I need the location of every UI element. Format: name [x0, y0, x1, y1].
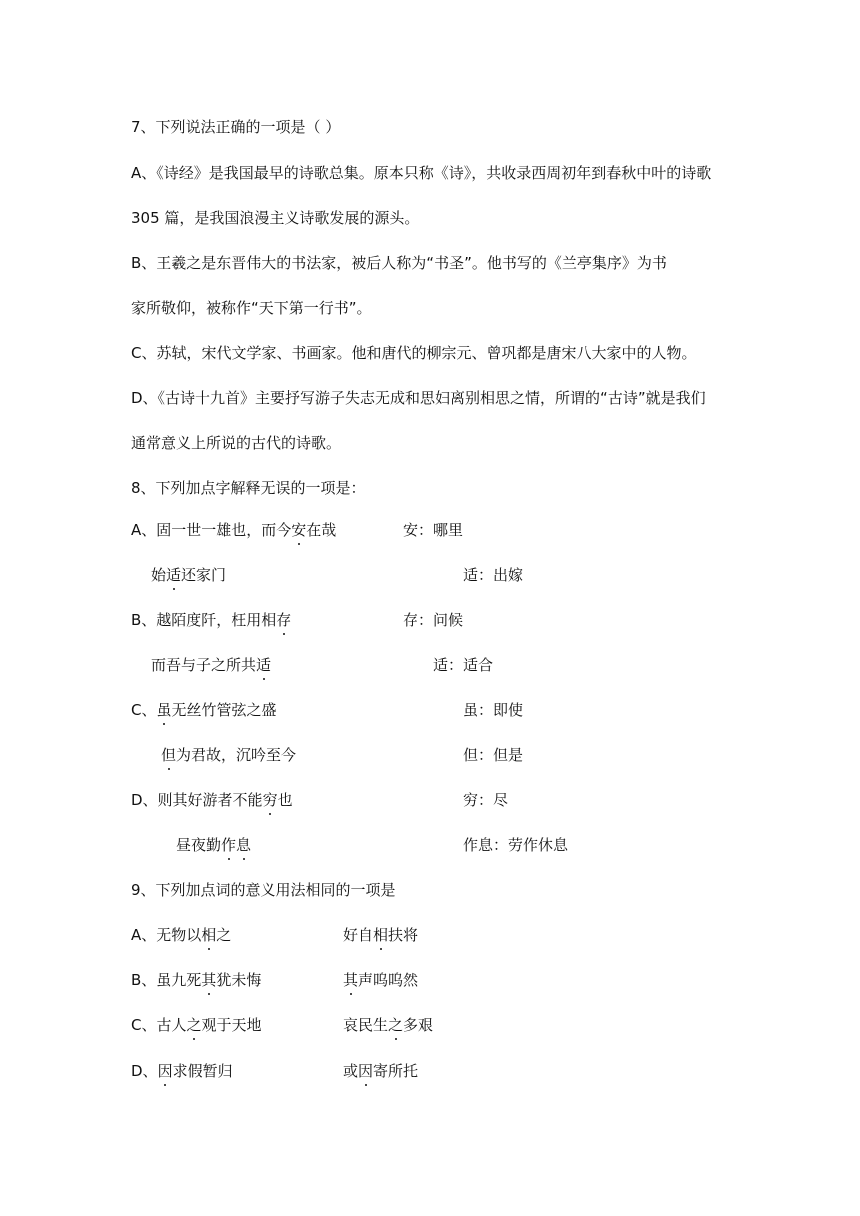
q7-option-a-line2: 305 篇，是我国浪漫主义诗歌发展的源头。 [131, 209, 420, 227]
q9-option-c-left: C、古人之观于天地 [131, 1016, 262, 1034]
dotted-char: 安 [291, 521, 307, 539]
q8-option-a-sentence2: 始适还家门 [151, 566, 227, 584]
dotted-char: 适 [256, 656, 272, 674]
q8-option-a-explanation2: 适：出嫁 [463, 566, 524, 584]
q9-option-b-right: 其声呜呜然 [343, 971, 419, 989]
q8-option-c-explanation1: 虽：即使 [463, 701, 524, 719]
q8-option-d-sentence1: D、则其好游者不能穷也 [131, 791, 293, 809]
q9-option-d-right: 或因寄所托 [343, 1062, 419, 1080]
q9-stem: 9、下列加点词的意义用法相同的一项是 [131, 881, 396, 899]
q7-option-d-line2: 通常意义上所说的古代的诗歌。 [131, 434, 342, 452]
dotted-char: 其 [201, 971, 217, 989]
q8-stem: 8、下列加点字解释无误的一项是： [131, 479, 366, 497]
dotted-char: 虽 [156, 701, 172, 719]
q9-option-c-right: 哀民生之多艰 [343, 1016, 434, 1034]
q8-option-c-explanation2: 但：但是 [463, 746, 524, 764]
q8-option-a-explanation1: 安：哪里 [403, 521, 464, 539]
q7-option-b-line2: 家所敬仰，被称作“天下第一行书”。 [131, 299, 372, 317]
dotted-char: 因 [157, 1062, 173, 1080]
dotted-char: 但 [161, 746, 177, 764]
q8-option-b-sentence2: 而吾与子之所共适 [151, 656, 272, 674]
q8-option-a-sentence1: A、固一世一雄也，而今安在哉 [131, 521, 337, 539]
q8-option-b-explanation2: 适：适合 [433, 656, 494, 674]
q9-option-b-left: B、虽九死其犹未悔 [131, 971, 262, 989]
dotted-char: 穷 [262, 791, 278, 809]
dotted-char: 存 [276, 611, 292, 629]
q8-option-c-sentence1: C、虽无丝竹管弦之盛 [131, 701, 277, 719]
q8-option-d-explanation1: 穷：尽 [463, 791, 509, 809]
q8-option-b-sentence1: B、越陌度阡，枉用相存 [131, 611, 292, 629]
dotted-char: 其 [343, 971, 359, 989]
q7-option-b-line1: B、王羲之是东晋伟大的书法家，被后人称为“书圣”。他书写的《兰亭集序》为书 [131, 254, 667, 272]
dotted-char: 相 [201, 926, 217, 944]
dotted-char: 因 [358, 1062, 374, 1080]
q7-option-a-line1: A、《诗经》是我国最早的诗歌总集。原本只称《诗》，共收录西周初年到春秋中叶的诗歌 [131, 164, 712, 182]
q9-option-a-left: A、无物以相之 [131, 926, 232, 944]
q8-option-d-explanation2: 作息：劳作休息 [463, 836, 569, 854]
dotted-char: 作 [221, 836, 237, 854]
q9-option-d-left: D、因求假暂归 [131, 1062, 233, 1080]
dotted-char: 适 [166, 566, 182, 584]
q7-stem: 7、下列说法正确的一项是（ ） [131, 118, 341, 136]
dotted-char: 之 [186, 1016, 202, 1034]
dotted-char: 之 [388, 1016, 404, 1034]
q9-option-a-right: 好自相扶将 [343, 926, 419, 944]
q7-option-d-line1: D、《古诗十九首》主要抒写游子失志无成和思妇离别相思之情，所谓的“古诗”就是我们 [131, 389, 706, 407]
q8-option-c-sentence2: 但为君故，沉吟至今 [161, 746, 297, 764]
q8-option-d-sentence2: 昼夜勤作息 [176, 836, 252, 854]
dotted-char: 相 [373, 926, 389, 944]
q8-option-b-explanation1: 存：问候 [403, 611, 464, 629]
dotted-char: 息 [236, 836, 252, 854]
q7-option-c: C、苏轼，宋代文学家、书画家。他和唐代的柳宗元、曾巩都是唐宋八大家中的人物。 [131, 344, 697, 362]
